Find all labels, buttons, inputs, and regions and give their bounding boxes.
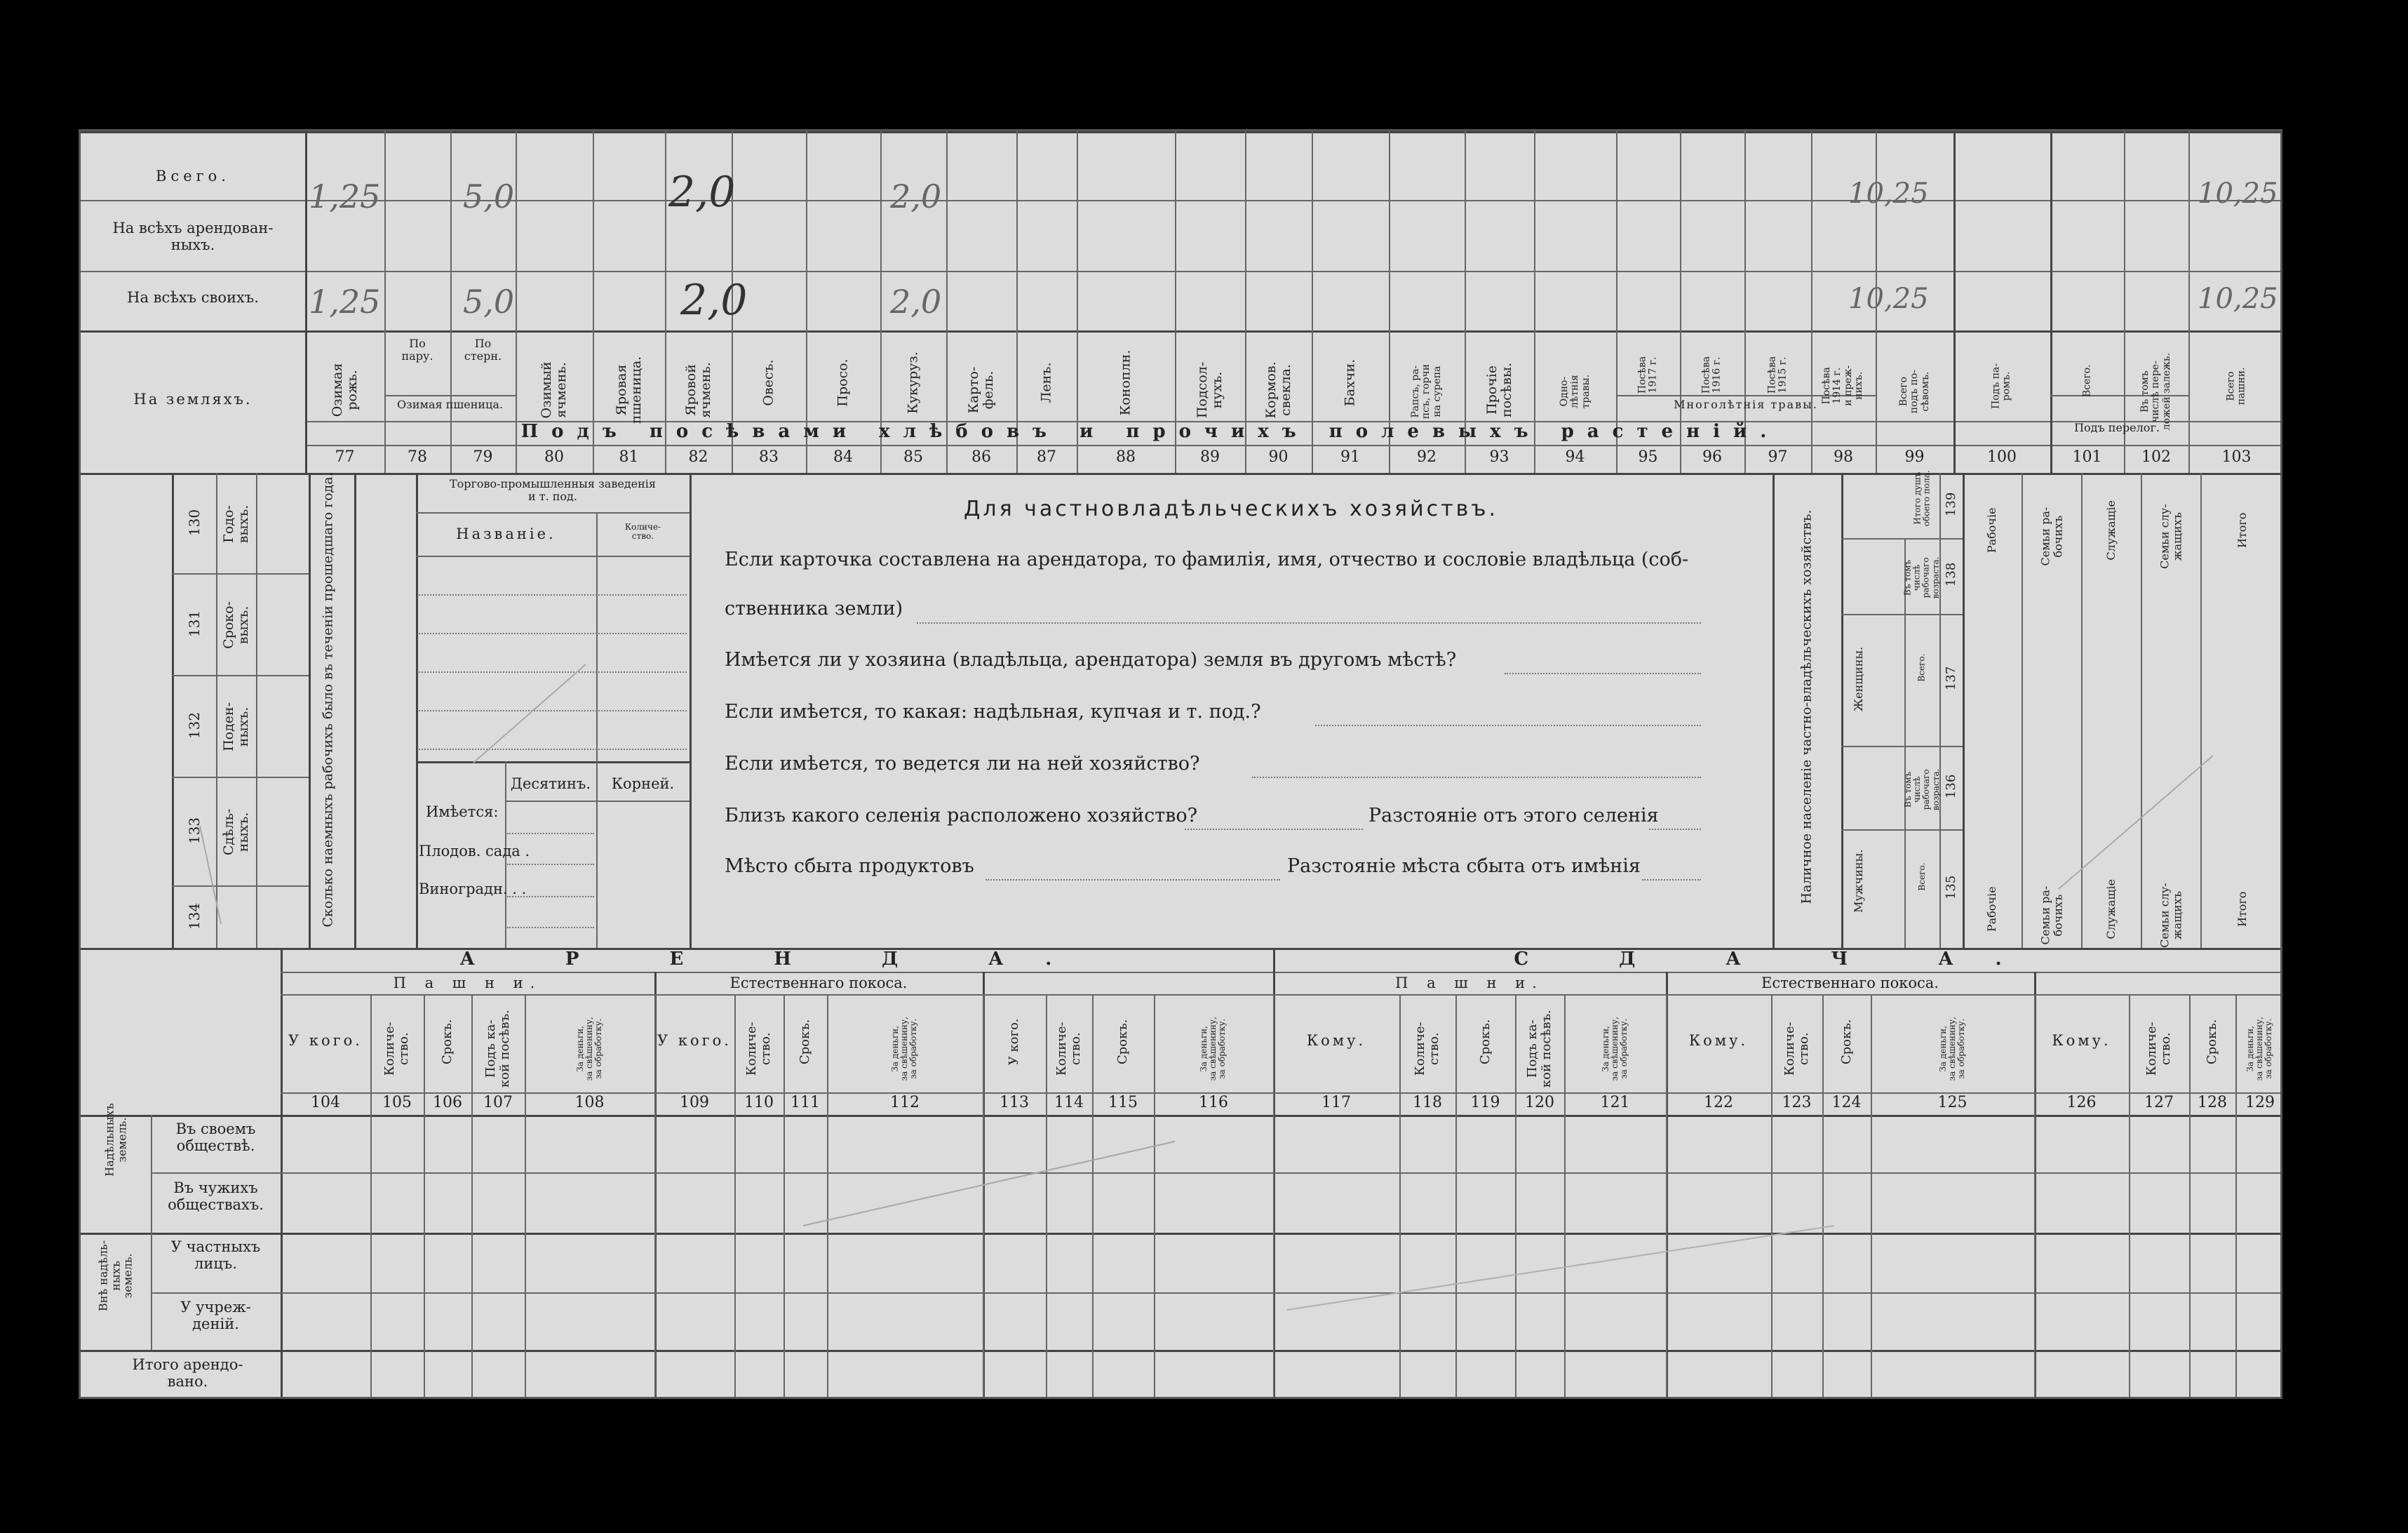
arenda-pokos: Естественнаго покоса. bbox=[729, 975, 908, 991]
question-1b: ственника земли) bbox=[725, 598, 903, 620]
workers-bottom-1: Семьи ра- бочихъ bbox=[2038, 885, 2064, 945]
top-col-head-82: Яровой ячмень. bbox=[682, 362, 713, 418]
pop-col-label-136: Въ томъ числѣ рабочаго возраста. bbox=[1902, 768, 1941, 810]
bottom-col-head-121: За деньги, за свѣшенину, за обработку. bbox=[1600, 1017, 1629, 1081]
bottom-col-head-108: За деньги, за свѣшенину, за обработку. bbox=[574, 1017, 604, 1081]
hw-vsego-3: 2,0 bbox=[668, 168, 736, 217]
question-2: Имѣется ли у хозяина (владѣльца, арендатора) земля въ другомъ мѣстѣ? bbox=[725, 649, 1457, 671]
hired-col-label-133: Сдѣль- ныхъ. bbox=[221, 808, 251, 855]
bottom-col-head-107: Подъ ка- кой посѣвъ. bbox=[483, 1010, 512, 1088]
bottom-col-num-114: 114 bbox=[1054, 1094, 1084, 1111]
top-col-num-81: 81 bbox=[619, 448, 639, 466]
bottom-col-num-129: 129 bbox=[2245, 1094, 2275, 1111]
top-col-head-87: Ленъ. bbox=[1038, 362, 1054, 403]
imeetsya-label: Имѣется: bbox=[426, 803, 499, 820]
mnogoletnie-group: Многолѣтнія травы. bbox=[1674, 398, 1818, 411]
workers-bottom-0: Рабочіе bbox=[1985, 886, 1999, 932]
top-col-num-94: 94 bbox=[1565, 448, 1585, 466]
arenda-title: А Р Е Н Д А. bbox=[459, 949, 1094, 970]
top-col-num-103: 103 bbox=[2221, 448, 2252, 466]
bottom-col-num-113: 113 bbox=[1000, 1094, 1029, 1111]
bottom-col-num-118: 118 bbox=[1413, 1094, 1442, 1111]
top-col-num-97: 97 bbox=[1768, 448, 1788, 466]
bottom-col-head-122: Кому. bbox=[1688, 1032, 1749, 1049]
top-col-num-91: 91 bbox=[1340, 448, 1360, 466]
bottom-col-head-126: Кому. bbox=[2052, 1032, 2111, 1049]
hw-svoih-2: 5,0 bbox=[463, 283, 515, 321]
pencil-marks bbox=[81, 131, 2282, 1399]
bottom-col-head-111: Срокъ. bbox=[798, 1019, 813, 1065]
trade-title: Торгово-промышленныя заведенія и т. под. bbox=[449, 477, 656, 504]
top-col-head-80: Озимый ячмень. bbox=[539, 361, 569, 419]
top-col-head-91: Бахчи. bbox=[1342, 359, 1358, 407]
trade-name-head: Названіе. bbox=[456, 525, 556, 542]
top-col-num-92: 92 bbox=[1417, 448, 1437, 466]
bottom-col-head-127: Количе- ство. bbox=[2144, 1022, 2173, 1076]
top-col-head-84: Просо. bbox=[835, 359, 851, 407]
bottom-col-num-117: 117 bbox=[1321, 1094, 1351, 1111]
bottom-col-head-125: За деньги, за свѣшенину, за обработку. bbox=[1937, 1017, 1967, 1081]
top-col-num-78: 78 bbox=[408, 448, 427, 466]
ozimaya-pshenitsa-group: Озимая пшеница. bbox=[397, 398, 503, 411]
bottom-col-num-128: 128 bbox=[2198, 1094, 2227, 1111]
plodov-sada-label: Плодов. сада . bbox=[419, 843, 530, 859]
pop-col-num-135: 135 bbox=[1944, 875, 1959, 899]
hired-col-label-131: Сроко- выхъ. bbox=[221, 601, 251, 649]
top-col-head-77: Озимая рожь. bbox=[329, 363, 360, 417]
workers-bottom-4: Итого bbox=[2235, 891, 2249, 928]
top-col-num-83: 83 bbox=[759, 448, 779, 466]
top-col-num-80: 80 bbox=[544, 448, 564, 466]
question-5: Близъ какого селенія расположено хозяйство? bbox=[725, 805, 1198, 826]
vne-nadel-label: Внѣ надѣль- ныхъ земель. bbox=[96, 1240, 135, 1311]
trade-qty-head: Количе- ство. bbox=[624, 522, 661, 541]
nadel-label: Надѣльныхъ земель. bbox=[102, 1103, 128, 1177]
bottom-col-head-119: Срокъ. bbox=[1477, 1019, 1493, 1065]
bottom-col-head-123: Количе- ство. bbox=[1782, 1022, 1811, 1076]
question-6b: Разстояніе мѣста сбыта отъ имѣнія bbox=[1287, 855, 1641, 877]
row-chastnyh: У частныхъ лицъ. bbox=[170, 1238, 261, 1273]
bottom-col-head-115: Срокъ. bbox=[1115, 1019, 1131, 1065]
bottom-col-head-129: За деньги, за свѣшенину, за обработку. bbox=[2245, 1017, 2274, 1081]
sdacha-pokos: Естественнаго покоса. bbox=[1761, 975, 1939, 991]
top-col-head-83: Овесъ. bbox=[760, 359, 776, 406]
top-col-num-102: 102 bbox=[2141, 448, 2171, 466]
bottom-col-num-127: 127 bbox=[2144, 1094, 2174, 1111]
hw-vsego-4: 2,0 bbox=[890, 178, 942, 215]
top-col-num-99: 99 bbox=[1904, 448, 1925, 466]
question-3: Если имѣется, то какая: надѣльная, купчая и т. под.? bbox=[725, 701, 1261, 723]
men-label: Мужчины. bbox=[1852, 849, 1866, 913]
top-col-num-89: 89 bbox=[1200, 448, 1220, 466]
row-uchrezhdeniy: У учреж- деній. bbox=[180, 1299, 251, 1333]
question-6: Мѣсто сбыта продуктовъ bbox=[725, 855, 974, 877]
top-col-num-79: 79 bbox=[473, 448, 493, 466]
workers-top-4: Итого bbox=[2235, 512, 2249, 549]
pop-col-num-138: 138 bbox=[1944, 562, 1959, 587]
bottom-col-head-120: Подъ ка- кой посѣвъ. bbox=[1525, 1010, 1554, 1088]
top-col-head-93: Прочіе посѣвы. bbox=[1484, 362, 1514, 417]
hired-col-num-133: 133 bbox=[186, 817, 203, 844]
hw-svoih-5: 10,25 bbox=[1848, 283, 1929, 315]
question-5b: Разстояніе отъ этого селенія bbox=[1368, 805, 1659, 826]
top-col-head-86: Карто- фель. bbox=[966, 366, 996, 414]
top-col-head-78: По пару. bbox=[401, 337, 433, 363]
workers-top-3: Семьи слу- жащихъ bbox=[2157, 504, 2184, 569]
bottom-col-num-122: 122 bbox=[1704, 1094, 1733, 1111]
bottom-col-num-104: 104 bbox=[311, 1094, 340, 1111]
top-col-num-95: 95 bbox=[1638, 448, 1658, 466]
sdacha-title: С Д А Ч А. bbox=[1514, 949, 2044, 970]
top-col-head-79: По стерн. bbox=[464, 337, 502, 363]
top-col-head-102: Въ томъ числѣ пере- ложей залежь. bbox=[2139, 352, 2172, 431]
pod-perelog-group: Подъ перелог. bbox=[2074, 421, 2160, 434]
bottom-col-head-105: Количе- ство. bbox=[382, 1022, 411, 1076]
top-col-head-103: Всего пашни. bbox=[2225, 367, 2247, 406]
pop-col-num-136: 136 bbox=[1944, 774, 1959, 798]
pop-col-num-137: 137 bbox=[1944, 666, 1959, 691]
bottom-col-num-106: 106 bbox=[433, 1094, 462, 1111]
bottom-col-head-112: За деньги, за свѣшенину, за обработку. bbox=[890, 1017, 919, 1081]
pop-col-label-137: Всего. bbox=[1916, 653, 1927, 682]
bottom-col-head-116: За деньги, за свѣшенину, за обработку. bbox=[1199, 1017, 1227, 1081]
workers-top-0: Рабочіе bbox=[1985, 507, 1999, 554]
bottom-col-head-114: Количе- ство. bbox=[1054, 1022, 1083, 1076]
hw-svoih-4: 2,0 bbox=[890, 283, 942, 321]
row-label-arendovannyh: На всѣхъ арендован- ныхъ. bbox=[112, 220, 274, 254]
workers-bottom-2: Служащіе bbox=[2104, 879, 2118, 939]
sdacha-pashni: П а ш н и. bbox=[1395, 975, 1544, 991]
bottom-col-num-105: 105 bbox=[382, 1094, 412, 1111]
top-col-num-100: 100 bbox=[1987, 448, 2017, 466]
bottom-col-head-117: Кому. bbox=[1306, 1032, 1366, 1049]
top-col-head-100: Подъ па- ромъ. bbox=[1990, 363, 2012, 409]
top-col-num-93: 93 bbox=[1489, 448, 1509, 466]
question-4: Если имѣется, то ведется ли на ней хозяйство? bbox=[725, 753, 1200, 775]
top-col-head-94: Одно- лѣтнія травы. bbox=[1558, 374, 1592, 409]
pop-col-num-139: 139 bbox=[1944, 492, 1959, 516]
hw-vsego-2: 5,0 bbox=[463, 178, 515, 215]
census-card bbox=[79, 129, 2282, 1399]
bottom-col-num-107: 107 bbox=[483, 1094, 513, 1111]
top-col-num-87: 87 bbox=[1037, 448, 1056, 466]
row-label-svoih: На всѣхъ своихъ. bbox=[127, 289, 259, 306]
form-title: Для частновладѣльческихъ хозяйствъ. bbox=[963, 497, 1498, 521]
top-col-head-85: Кукуруз. bbox=[905, 352, 921, 414]
bottom-col-num-109: 109 bbox=[680, 1094, 709, 1111]
bottom-col-head-109: У кого. bbox=[657, 1032, 732, 1049]
sown-band: Подъ посѣвами хлѣбовъ и прочихъ полевыхъ растеній. bbox=[520, 421, 1780, 442]
pop-col-label-135: Всего. bbox=[1916, 862, 1927, 891]
top-col-head-96: Посѣва 1916 г. bbox=[1700, 356, 1723, 394]
korney-head: Корней. bbox=[611, 775, 675, 792]
top-col-num-96: 96 bbox=[1702, 448, 1722, 466]
row-label-vsego: Всего. bbox=[156, 168, 230, 185]
bottom-col-num-123: 123 bbox=[1782, 1094, 1812, 1111]
workers-top-1: Семьи ра- бочихъ bbox=[2038, 507, 2064, 566]
top-col-head-95: Посѣва 1917 г. bbox=[1636, 356, 1659, 394]
top-col-head-92: Рапсъ, ра- псъ, горчи на сурепа bbox=[1409, 363, 1443, 420]
top-col-num-85: 85 bbox=[903, 448, 923, 466]
pop-col-label-139: Итого душъ обоего пола. bbox=[1911, 469, 1931, 526]
women-label: Женщины. bbox=[1852, 646, 1866, 711]
row-itogo: Итого арендо- вано. bbox=[132, 1356, 243, 1391]
bottom-col-num-116: 116 bbox=[1199, 1094, 1228, 1111]
top-col-num-77: 77 bbox=[335, 448, 355, 466]
hired-col-num-132: 132 bbox=[186, 711, 203, 739]
workers-bottom-3: Семьи слу- жащихъ bbox=[2157, 883, 2184, 948]
top-col-head-97: Посѣва 1915 г. bbox=[1766, 356, 1789, 394]
pop-col-label-138: Въ томъ числѣ рабочаго возраста. bbox=[1902, 556, 1941, 599]
row-chuzhih: Въ чужихъ обществахъ. bbox=[168, 1179, 264, 1214]
top-col-head-90: Кормов. свекла. bbox=[1263, 361, 1293, 419]
top-col-num-101: 101 bbox=[2072, 448, 2102, 466]
bottom-col-num-121: 121 bbox=[1600, 1094, 1630, 1111]
bottom-col-head-106: Срокъ. bbox=[440, 1019, 455, 1065]
desyatin-head: Десятинъ. bbox=[510, 775, 591, 792]
hw-svoih-6: 10,25 bbox=[2198, 283, 2278, 315]
arenda-pashni: П а ш н и. bbox=[393, 975, 542, 991]
top-col-num-84: 84 bbox=[833, 448, 853, 466]
bottom-col-head-110: Количе- ство. bbox=[744, 1022, 773, 1076]
hw-svoih-3: 2,0 bbox=[680, 276, 748, 325]
hw-vsego-6: 10,25 bbox=[2198, 178, 2278, 210]
row-svoem: Въ своемъ обществѣ. bbox=[175, 1120, 256, 1155]
bottom-col-head-124: Срокъ. bbox=[1838, 1019, 1854, 1065]
hired-col-num-130: 130 bbox=[186, 509, 203, 536]
row-label-na-zemlyah: На земляхъ. bbox=[133, 391, 253, 408]
population-label: Наличное населеніе частно-владѣльческихъ хозяйствъ. bbox=[1798, 509, 1815, 904]
bottom-col-head-128: Срокъ. bbox=[2205, 1019, 2220, 1065]
top-col-num-86: 86 bbox=[971, 448, 991, 466]
top-col-num-82: 82 bbox=[688, 448, 708, 466]
bottom-col-num-115: 115 bbox=[1108, 1094, 1138, 1111]
top-col-head-81: Яровая пшеница. bbox=[613, 356, 644, 424]
top-col-head-99: Всего подъ по- сѣвомъ. bbox=[1897, 369, 1931, 414]
hired-col-label-130: Годо- выхъ. bbox=[221, 504, 251, 543]
top-col-head-88: Коноплн. bbox=[1117, 349, 1134, 416]
hired-col-num-134: 134 bbox=[186, 902, 203, 930]
top-col-head-98: Посѣва 1914 г. и преж- нихъ. bbox=[1821, 365, 1865, 406]
bottom-col-num-111: 111 bbox=[791, 1094, 820, 1111]
question-1a: Если карточка составлена на арендатора, то фамилія, имя, отчество и сословіе владѣльца (соб- bbox=[725, 549, 1689, 570]
top-col-head-89: Подсол- нухъ. bbox=[1195, 361, 1225, 419]
hired-col-num-131: 131 bbox=[186, 610, 203, 637]
top-col-num-90: 90 bbox=[1268, 448, 1289, 466]
bottom-col-num-126: 126 bbox=[2066, 1094, 2097, 1111]
hw-vsego-1: 1,25 bbox=[309, 178, 381, 215]
vinograd-label: Виноградн. . . bbox=[419, 881, 527, 897]
hired-col-label-132: Поден- ныхъ. bbox=[221, 702, 251, 751]
top-col-num-98: 98 bbox=[1834, 448, 1853, 466]
hired-workers-label: Сколько наемныхъ рабочихъ было въ теченіи прошедшаго года. bbox=[320, 472, 336, 928]
bottom-col-head-113: У кого. bbox=[1007, 1018, 1022, 1066]
hw-vsego-5: 10,25 bbox=[1848, 178, 1929, 210]
bottom-col-num-119: 119 bbox=[1470, 1094, 1500, 1111]
bottom-col-num-110: 110 bbox=[744, 1094, 774, 1111]
bottom-col-head-104: У кого. bbox=[288, 1032, 363, 1049]
hw-svoih-1: 1,25 bbox=[309, 283, 381, 321]
bottom-col-num-108: 108 bbox=[574, 1094, 605, 1111]
bottom-col-num-125: 125 bbox=[1937, 1094, 1968, 1111]
top-col-num-88: 88 bbox=[1116, 448, 1136, 466]
workers-top-2: Служащіе bbox=[2104, 500, 2118, 561]
bottom-col-num-112: 112 bbox=[890, 1094, 920, 1111]
bottom-col-num-124: 124 bbox=[1831, 1094, 1862, 1111]
top-col-head-101: Всего. bbox=[2080, 364, 2092, 398]
bottom-col-num-120: 120 bbox=[1525, 1094, 1554, 1111]
bottom-col-head-118: Количе- ство. bbox=[1413, 1022, 1441, 1076]
